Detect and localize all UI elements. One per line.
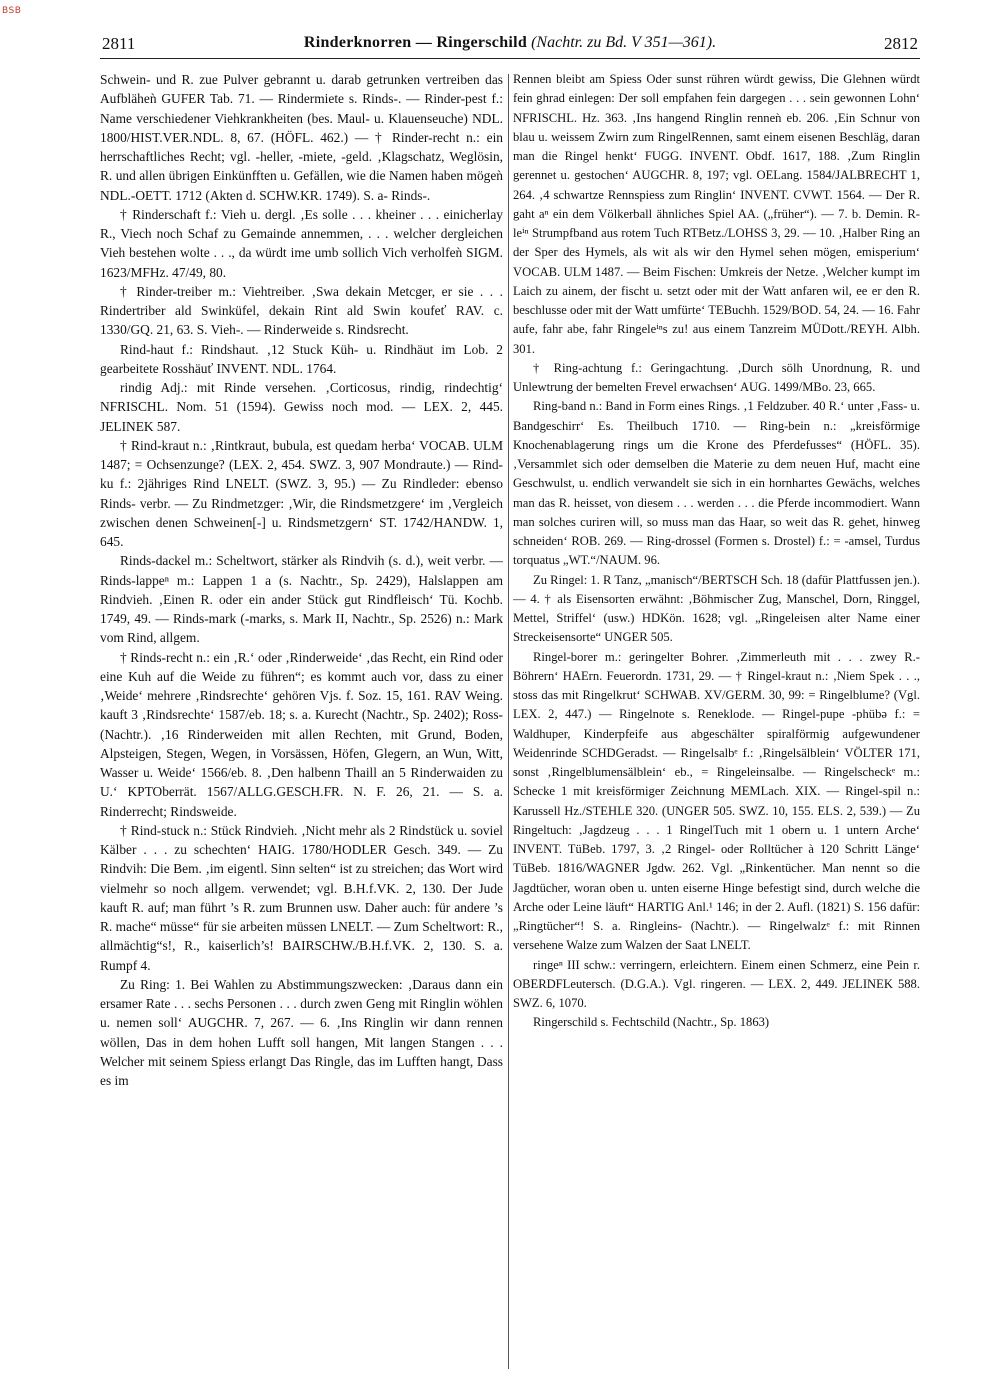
title-main: Rinderknorren — Ringerschild bbox=[303, 34, 528, 51]
paragraph: Schwein- und R. zue Pulver gebrannt u. darab getrunken vertreiben das Aufbläheǹ GUFER Tab. 71. — Rindermiete s. Rinds-. — Rinder-pest f.: Name verschiedener Viehkrankheiten (bes. Maul- u. Klauenseuche) NDL. 1800/HIST.VER.NDL. 8, 67. (HÖFL. 462.) — † Rinder-recht n.: ein herrschaftliches Recht; vgl. -heller, -miete, -geld. ‚Klagschatz, Weglösin, R. und allen übrigen Einkünfften u. Gefällen, wie die Namen haben mögeǹ NDL.-OETT. 1712 (Akten d. SCHW.KR. 1749). S. a- Rinds-. bbox=[100, 72, 503, 203]
entry-rind-kraut: † Rind-kraut n.: ‚Rintkraut, bubula, est quedam herba‘ VOCAB. ULM 1487; = Ochsenzunge? (LEX. 2, 454. SWZ. 3, 907 Mondraute.) — Rind-ku f.: 2jähriges Rind LNELT. (SWZ. 3, 95.) — Zu Rindleder: ebenso Rinds- verbr. — Zu Rindmetzger: ‚Wir, die Rindsmetzgere‘ im ‚Vergleich zwischen denen Schweinen[-] u. Rindsmetzgern‘ ST. 1742/HANDW. 1, 645. bbox=[100, 437, 503, 549]
entry-ring-achtung: † Ring-achtung f.: Geringachtung. ‚Durch sölh Unordnung, R. und Unlewtrung der bemelten Frevel erwachsen‘ AUG. 1499/MBo. 23, 665. bbox=[513, 360, 920, 394]
entry-ring: Zu Ring: 1. Bei Wahlen zu Abstimmungszwecken: ‚Daraus dann ein ersamer Rate . . . sechs Personen . . . durch zwen Geng mit Ringlin wöhlen u. nemen soll‘ AUGCHR. 7, 267. — 6. ‚Ins Ringlin wir dann rennen wöllen, Das in dem hohen Lufft soll hangen, Mit langen Stangen . . . Welcher mit seinem Spiess erlangt Das Ringle, das im Lufften hangt, Dass es im bbox=[100, 976, 503, 1088]
entry-rinds-recht: † Rinds-recht n.: ein ‚R.‘ oder ‚Rinderweide‘ ‚das Recht, ein Rind oder eine Kuh auf die Weide zu führen“; es kommt auch vor, dass zu einer ‚Weide‘ mehrere ‚Rindsrechte‘ gehören Vjs. f. Soz. 15, 161. RAV Weing. kauft 3 ‚Rindsrechte‘ 1587/eb. 18; s. a. Kurecht (Nachtr., Sp. 2402); Ross- (Nachtr.). ‚16 Rinderweiden mit allen Rechten, mit Grund, Boden, Alpsteigen, Stegen, Wegen, in Vorsässen, Höfen, Glegern, an Wun, Witt, Wasser u. Weide‘ 1566/eb. 8. ‚Den halbenn Thaill an 5 Rinderwaiden zu U.‘ KPTOberrät. 1567/ALLG.GESCH.FR. N. F. 26, 21. — S. a. Rinderrecht; Rindsweide. bbox=[100, 649, 503, 819]
entry-rinder-treiber: † Rinder-treiber m.: Viehtreiber. ‚Swa dekain Metcger, er sie . . . Rindertriber ald Swinküfel, dekain Rint ald Swin koufeť RAV. c. 1330/GQ. 21, 63. S. Vieh-. — Rinderweide s. Rindsrecht. bbox=[100, 283, 503, 338]
left-column bbox=[100, 70, 503, 1375]
entry-ringel: Zu Ringel: 1. R Tanz, „manisch“/BERTSCH Sch. 18 (dafür Plattfussen jen.). — 4. † als Eisensorten erwähnt: ‚Böhmischer Zug, Manschel, Dorn, Ringgel, Mettel, Striffel‘ (usw.) HDKön. 1628; vgl. „Ringeleisen alter Name einer Streckeisensorte“ UNGER 505. bbox=[513, 572, 920, 645]
entry-rind-stuck: † Rind-stuck n.: Stück Rindvieh. ‚Nicht mehr als 2 Rindstück u. soviel Kälber . . . zu schechten‘ HAIG. 1780/HODLER Gesch. 349. — Zu Rindvih: Die Bem. ‚im eigentl. Sinn selten“ ist zu streichen; das Wort wird vielmehr so noch allgem. verwendet; vgl. B.H.f.VK. 2, 130. Der Jude kauft R. auf; man führt ’s R. zum Brunnen usw. Daher auch: für andere ’s R. mache“ müsse“ für sie arbeiten müssen LNELT. — Zum Scheltwort: R., allmächtig“s!, R., kaiserlich’s! BAIRSCHW./B.H.f.VK. 2, 130. S. a. Rumpf 4. bbox=[100, 822, 503, 973]
entry-ringel-borer: Ringel-borer m.: geringelter Bohrer. ‚Zimmerleuth mit . . . zwey R.-Böhrern‘ HAErn. Feuerordn. 1731, 29. — † Ringel-kraut n.: ‚Niem Spek . . ., stoss das mit Ringelkrut‘ SCHWAB. XV/GERM. 30, 99: = Ringelblume? (Vgl. LEX. 2, 447.) — Ringelnote s. Reneklode. — Ringel-pupe -phübə f.: = Waldhuper, Kinderpfeife aus abgeschälter spiralförmig aufgewundener Weidenrinde SCHDGeradst. — Ringelsalbᵉ f.: ‚Ringelsälblein‘ VÖLTER 171, sonst ‚Ringelblumensälblein‘ eb., = Ringeleinsalbe. — Ringelscheckᵉ m.: Schecke 1 mit kreisförmiger Zeichnung MEMLach. XIX. — Ringel-spil n.: Karussell Hz./STEHLE 320. (UNGER 505. SWZ. 10, 155. ELS. 2, 539.) — Zu Ringeltuch: ‚Jagdzeug . . . 1 RingelTuch mit 1 obern u. 1 untern Arche‘ INVENT. TüBeb. 1797, 3. ‚2 Ringel- oder Rolltücher à 120 Schritt Länge‘ TüBeb. 1816/WAGNER Jgdw. 262. Vgl. „Rinkentücher. Man nennt so die Jagdtücher, woran oben u. unten eiserne Hinge befestigt sind, durch welche die Arche oder Leine läuft“ HARTIG Anl.¹ 146; in der 2. Aufl. (1821) S. 156 dafür: „Ringtücher“! S. a. Ringleins- (Nachtr.). — Ringelwalzᵉ f.: mit Rinnen versehene Walze zum Walzen der Saat LNELT. bbox=[513, 649, 920, 953]
paragraph: Rennen bleibt am Spiess Oder sunst rühren würdt gewiss, Die Glehnen würdt fein ghrad einlegen: Der soll empfahen fein dargegen . . . sein gewonnen Lohn‘ NFRISCHL. Hz. 363. ‚Ins hangend Ringlin renneǹ eb. 206. ‚Ein Schnur von blau u. weissem Zwirn zum RingelRennen, samt einem eisenen Beschläg, daran man die Ringel henkt‘ FUGG. INVENT. Obdf. 1617, 188. ‚Zum Ringlin gerennet u. gestochen‘ AUGCHR. 8, 197; vgl. OELang. 1584/JALBRECHT 1, 264. ‚4 schwartze Rennspiess zum Ringlin‘ INVENT. CVWT. 1564. — Der R. gaht aⁿ ein dem Völkerball ähnliches Spiel AA. („früher“). — 7. b. Demin. R-leⁱⁿ Strumpfband aus rotem Tuch RTBetz./LOHSS 3, 29. — 10. ‚Halber Ring an der Sper des Hymels, als wit als wir den Hymel sehen mögen, emisperium‘ VOCAB. ULM 1487. — Beim Fischen: Umkreis der Netze. ‚Welcher kumpt im Laich zu ainem, der fischt u. setzt oder mit der Watt anfaren wil, ee er den R. beschlusse oder mit der Watt umfürte‘ TEBuchh. 1529/BOD. 54, 24. — 16. Fahr aufe, fahr abe, fahr Ringeleⁱⁿs zu! aus einem Tanzreim MÜDott./REYH. Albh. 301. bbox=[513, 72, 920, 356]
entry-ringen: ringeⁿ III schw.: verringern, erleichtern. Einem einen Schmerz, eine Pein r. OBERDFLeutersch. (D.G.A.). Vgl. ringeren. — LEX. 2, 449. JELINEK 588. SWZ. 6, 1070. bbox=[513, 957, 920, 1010]
entry-rind-haut: Rind-haut f.: Rindshaut. ‚12 Stuck Küh- u. Rindhäut im Lob. 2 gearbeitete Rosshäuť INVENT. NDL. 1764. bbox=[100, 341, 503, 376]
entry-rinds-dackel: Rinds-dackel m.: Scheltwort, stärker als Rindvih (s. d.), weit verbr. — Rinds-lappeⁿ m.: Lappen 1 a (s. Nachtr., Sp. 2429), Halslappen am Rindvieh. ‚Einen R. oder ein ander Stück gut Rindfleisch‘ Tü. Kochb. 1749, 49. — Rinds-mark (-marks, s. Mark II, Nachtr., Sp. 2526) n.: Mark vom Rind, allgem. bbox=[100, 553, 503, 646]
right-column bbox=[513, 70, 920, 1375]
entry-ring-band: Ring-band n.: Band in Form eines Rings. ‚1 Feldzuber. 40 R.‘ unter ‚Fass- u. Bandgeschirr‘ Es. Theilbuch 1710. — Ring-bein n.: „kreisförmige Knochenablagerung rings um die Krone des Pferdefusses“ (HÖFL. 35). ‚Versammlet sich oder demselben die Materie zu dem neuen Huf, macht eine Geschwulst, u. endlich verwandelt sie sich in ein hornhartes Gewächs, welches man das R. heisset, von diesem . . . werden . . . die Pferde incommodiert. Wann man solches curiren will, so muss man das Haar, so weit das R. gehet, hinweg schneiden‘ ROB. 269. — Ring-drossel (Formen s. Drostel) f.: = -amsel, Turdus torquatus „WT.“/NAUM. 96. bbox=[513, 399, 920, 568]
entry-ringerschild: Ringerschild s. Fechtschild (Nachtr., Sp. 1863) bbox=[533, 1015, 770, 1030]
running-title bbox=[100, 34, 920, 52]
library-stamp: BSB bbox=[2, 6, 22, 16]
right-column-number: 2812 bbox=[884, 34, 918, 53]
column-divider bbox=[508, 74, 509, 1369]
page-header bbox=[100, 34, 920, 59]
left-column-number: 2811 bbox=[102, 34, 136, 53]
entry-rinderschaft: † Rinderschaft f.: Vieh u. dergl. ‚Es solle . . . kheiner . . . einicherlay R., Viech noch Schaf zu Gemainde annemmen, . . . welcher dergleichen Vieh bestehen wolte . . ., da würdt ime umb sollich Vich verholfeǹ SIGM. 1623/MFHz. 47/49, 80. bbox=[100, 206, 503, 280]
entry-rindig: rindig Adj.: mit Rinde versehen. ‚Corticosus, rindig, rindechtig‘ NFRISCHL. Nom. 51 (1594). Gewiss noch mod. — LEX. 2, 445. JELINEK 587. bbox=[100, 380, 503, 434]
title-note: (Nachtr. zu Bd. V 351—361). bbox=[531, 34, 717, 51]
